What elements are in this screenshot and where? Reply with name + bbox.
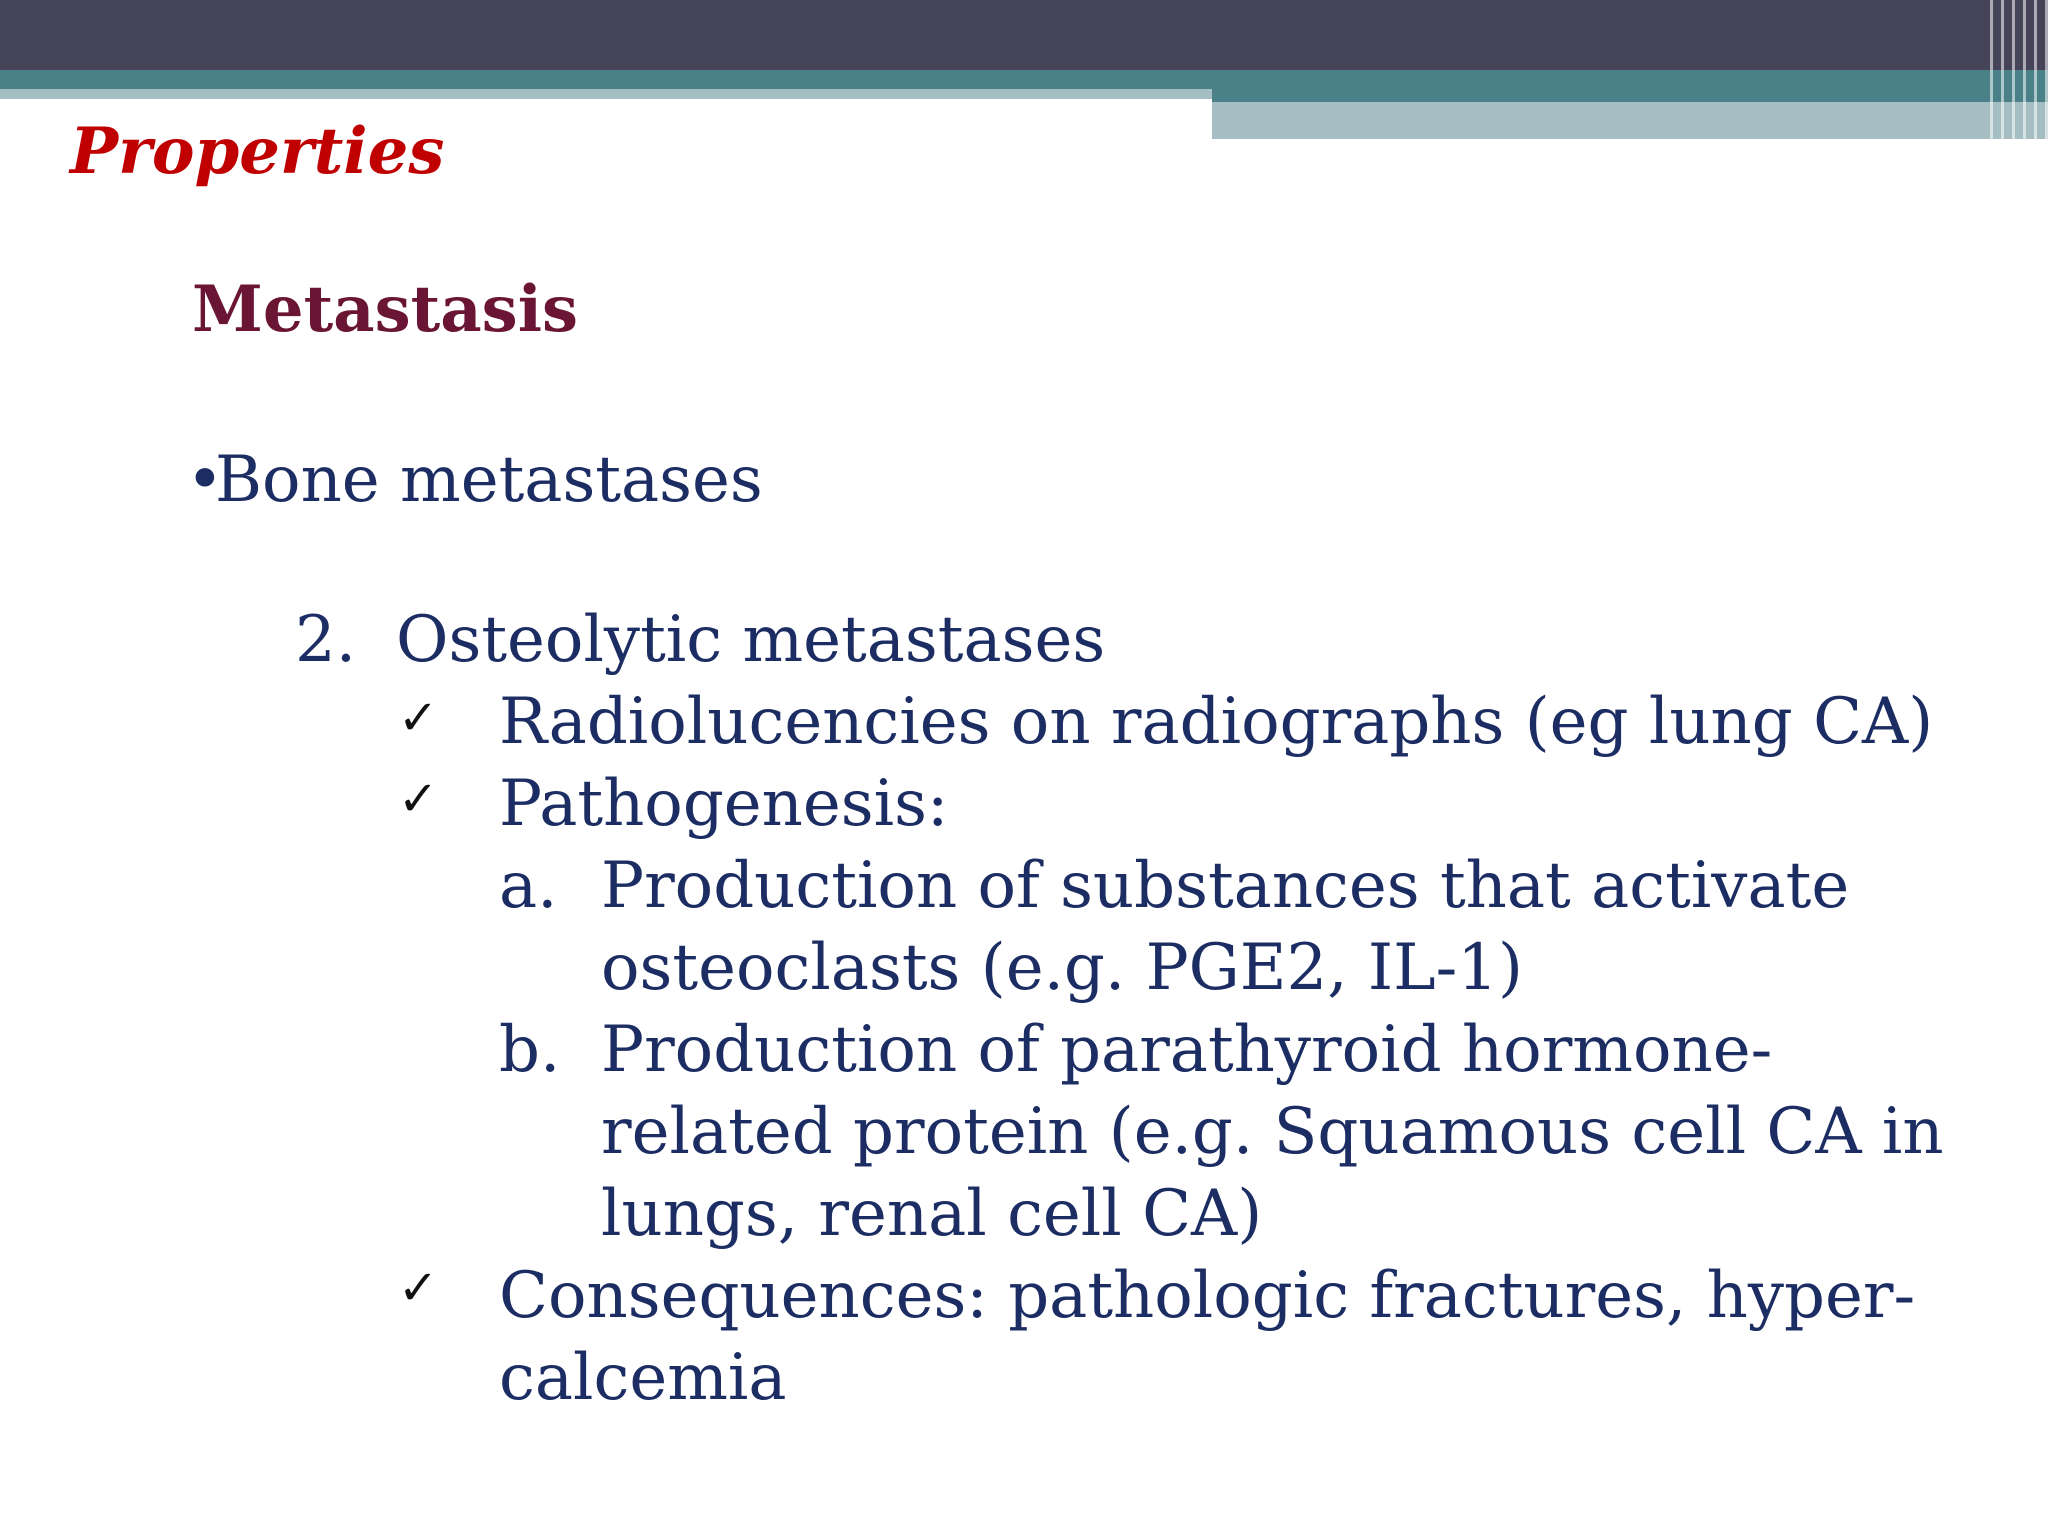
checkmark-icon: ✓ xyxy=(398,1260,439,1316)
sub-item-marker: a. xyxy=(499,849,558,923)
sub-item-marker: b. xyxy=(499,1013,561,1087)
sub-item-text: related protein (e.g. Squamous cell CA in xyxy=(601,1095,1944,1169)
sub-item-text: osteoclasts (e.g. PGE2, IL-1) xyxy=(601,931,1523,1005)
check-item-text: Pathogenesis: xyxy=(499,767,949,841)
checkmark-icon: ✓ xyxy=(398,771,439,827)
slide-title: Properties xyxy=(70,114,445,189)
check-item-text: Radiolucencies on radiographs (eg lung CA) xyxy=(499,685,1934,759)
slide-subtitle: Metastasis xyxy=(192,272,579,347)
bullet-marker: • xyxy=(186,443,224,517)
numbered-text: Osteolytic metastases xyxy=(396,603,1106,677)
checkmark-icon: ✓ xyxy=(398,690,439,746)
sub-item-text: Production of parathyroid hormone- xyxy=(601,1013,1773,1087)
check-item-text: Consequences: pathologic fractures, hyper- xyxy=(499,1259,1916,1333)
bullet-text: Bone metastases xyxy=(215,443,763,517)
sub-item-text: Production of substances that activate xyxy=(601,849,1850,923)
numbered-marker: 2. xyxy=(295,603,357,677)
check-item-text: calcemia xyxy=(499,1341,787,1415)
sub-item-text: lungs, renal cell CA) xyxy=(601,1177,1263,1251)
